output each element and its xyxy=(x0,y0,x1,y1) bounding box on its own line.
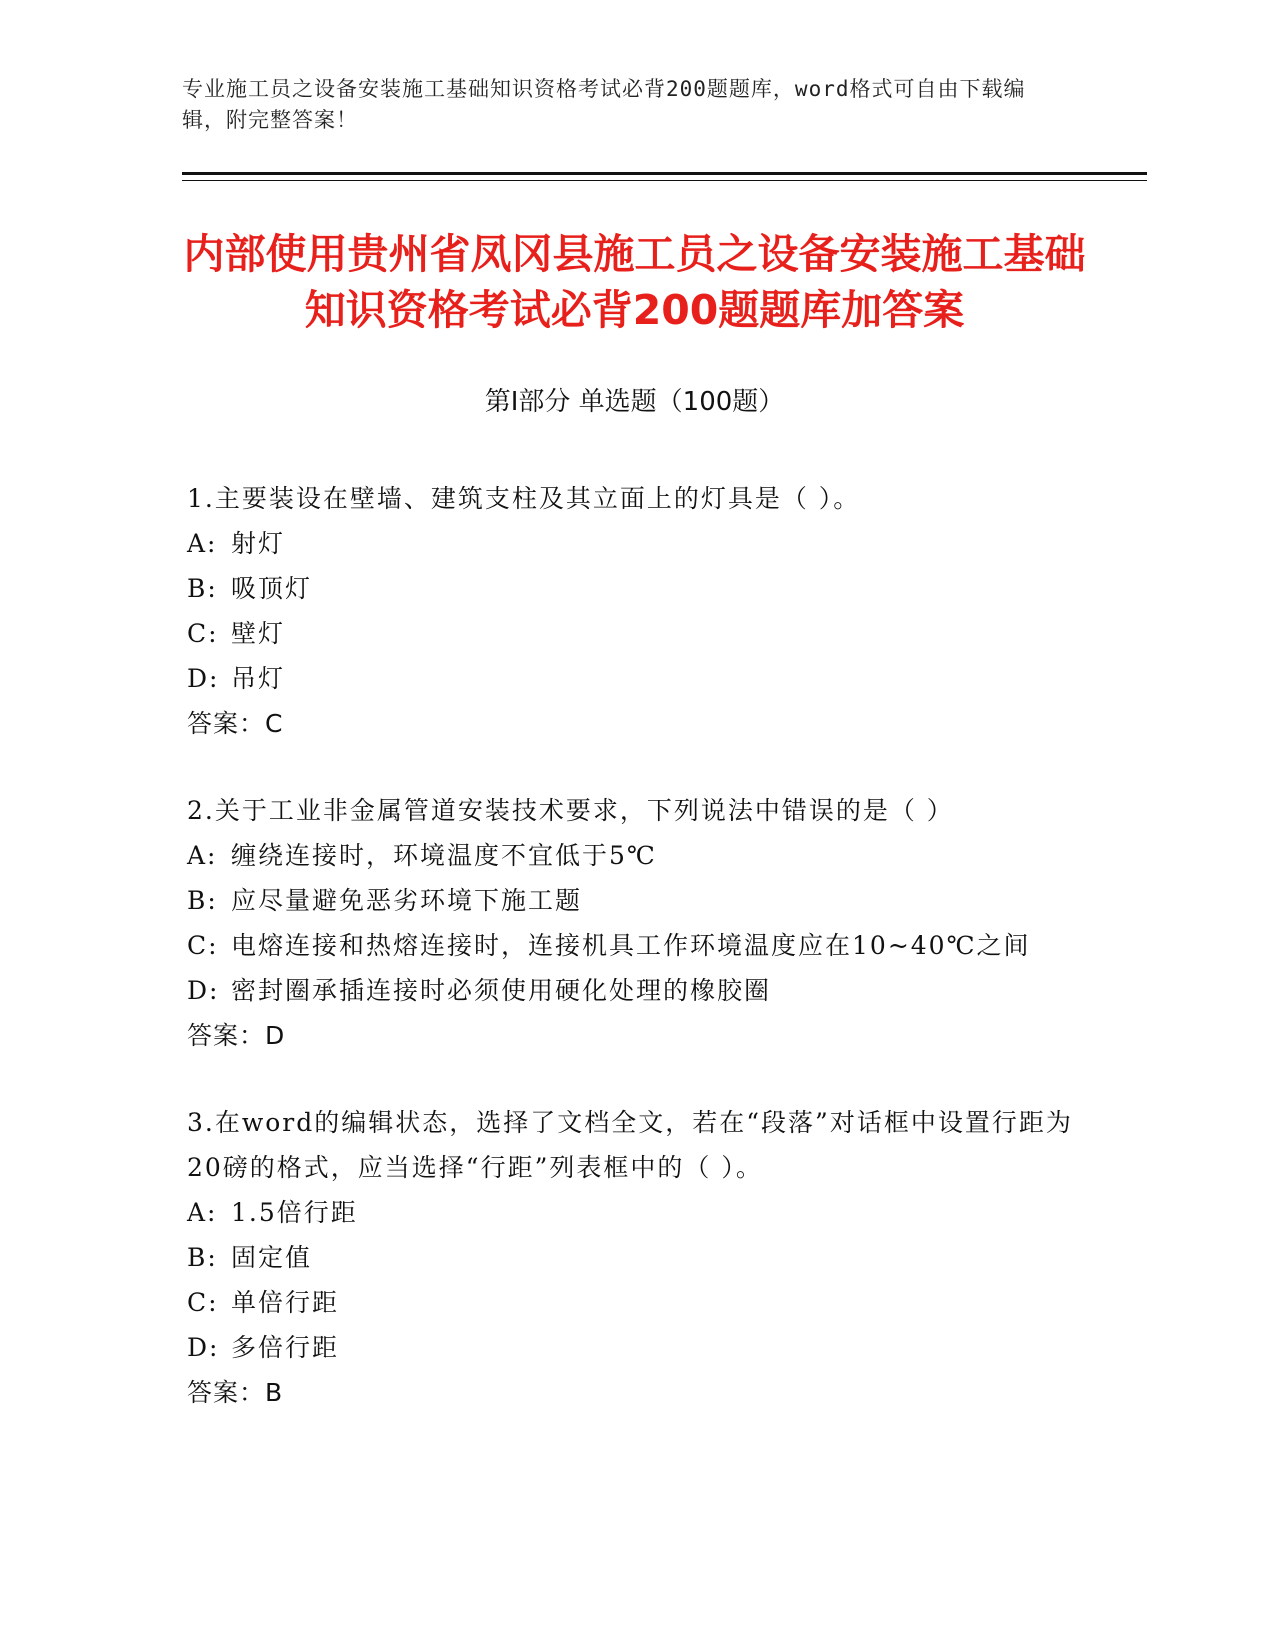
option-text: 固定值 xyxy=(231,1243,313,1272)
header-note: 专业施工员之设备安装施工基础知识资格考试必背200题题库，word格式可自由下载编辑，附完整答案！ xyxy=(182,77,1026,132)
header-rule-thick xyxy=(182,172,1147,175)
option-key: A: xyxy=(187,529,218,558)
answer-line: 答案：D xyxy=(187,1021,286,1050)
option-text: 1.5倍行距 xyxy=(231,1198,358,1227)
option-text: 电熔连接和热熔连接时，连接机具工作环境温度应在10~40℃之间 xyxy=(231,931,1031,960)
option-text: 密封圈承插连接时必须使用硬化处理的橡胶圈 xyxy=(231,976,772,1005)
option-text: 应尽量避免恶劣环境下施工题 xyxy=(231,886,583,915)
option-text: 单倍行距 xyxy=(231,1288,340,1317)
question-stem: 2.关于工业非金属管道安装技术要求，下列说法中错误的是（ ） xyxy=(187,796,954,825)
option-d xyxy=(187,656,1087,701)
option-key: C: xyxy=(187,931,219,960)
question-3 xyxy=(187,1100,1087,1415)
option-text: 缠绕连接时，环境温度不宜低于5℃ xyxy=(231,841,657,870)
option-text: 吸顶灯 xyxy=(231,574,313,603)
option-c xyxy=(187,1280,1087,1325)
question-stem: 3.在word的编辑状态，选择了文档全文，若在“段落”对话框中设置行距为20磅的格式，应当选择“行距”列表框中的（ ）。 xyxy=(187,1108,1073,1182)
option-b xyxy=(187,566,1087,611)
option-key: D: xyxy=(187,664,220,693)
question-stem: 1.主要装设在壁墙、建筑支柱及其立面上的灯具是（ ）。 xyxy=(187,484,861,513)
option-b xyxy=(187,1235,1087,1280)
option-key: B: xyxy=(187,574,218,603)
option-c xyxy=(187,923,1087,968)
document-title: 内部使用贵州省凤冈县施工员之设备安装施工基础知识资格考试必背200题题库加答案 xyxy=(183,230,1086,334)
option-text: 多倍行距 xyxy=(231,1333,340,1362)
option-d xyxy=(187,1325,1087,1370)
option-key: B: xyxy=(187,886,218,915)
question-2 xyxy=(187,788,1087,1058)
option-key: D: xyxy=(187,976,220,1005)
option-key: C: xyxy=(187,1288,219,1317)
option-key: B: xyxy=(187,1243,218,1272)
section-heading: 第Ⅰ部分 单选题（100题） xyxy=(484,387,785,417)
option-key: D: xyxy=(187,1333,220,1362)
answer-line: 答案：C xyxy=(187,709,284,738)
option-a xyxy=(187,1190,1087,1235)
option-a xyxy=(187,833,1087,878)
option-text: 壁灯 xyxy=(231,619,286,648)
option-c xyxy=(187,611,1087,656)
option-key: A: xyxy=(187,841,218,870)
option-b xyxy=(187,878,1087,923)
header-rule-thin xyxy=(182,180,1147,181)
option-text: 吊灯 xyxy=(231,664,286,693)
option-d xyxy=(187,968,1087,1013)
option-key: C: xyxy=(187,619,219,648)
option-a xyxy=(187,521,1087,566)
question-1 xyxy=(187,476,1087,746)
answer-line: 答案：B xyxy=(187,1378,284,1407)
question-list xyxy=(187,476,1087,1457)
option-text: 射灯 xyxy=(231,529,286,558)
option-key: A: xyxy=(187,1198,218,1227)
